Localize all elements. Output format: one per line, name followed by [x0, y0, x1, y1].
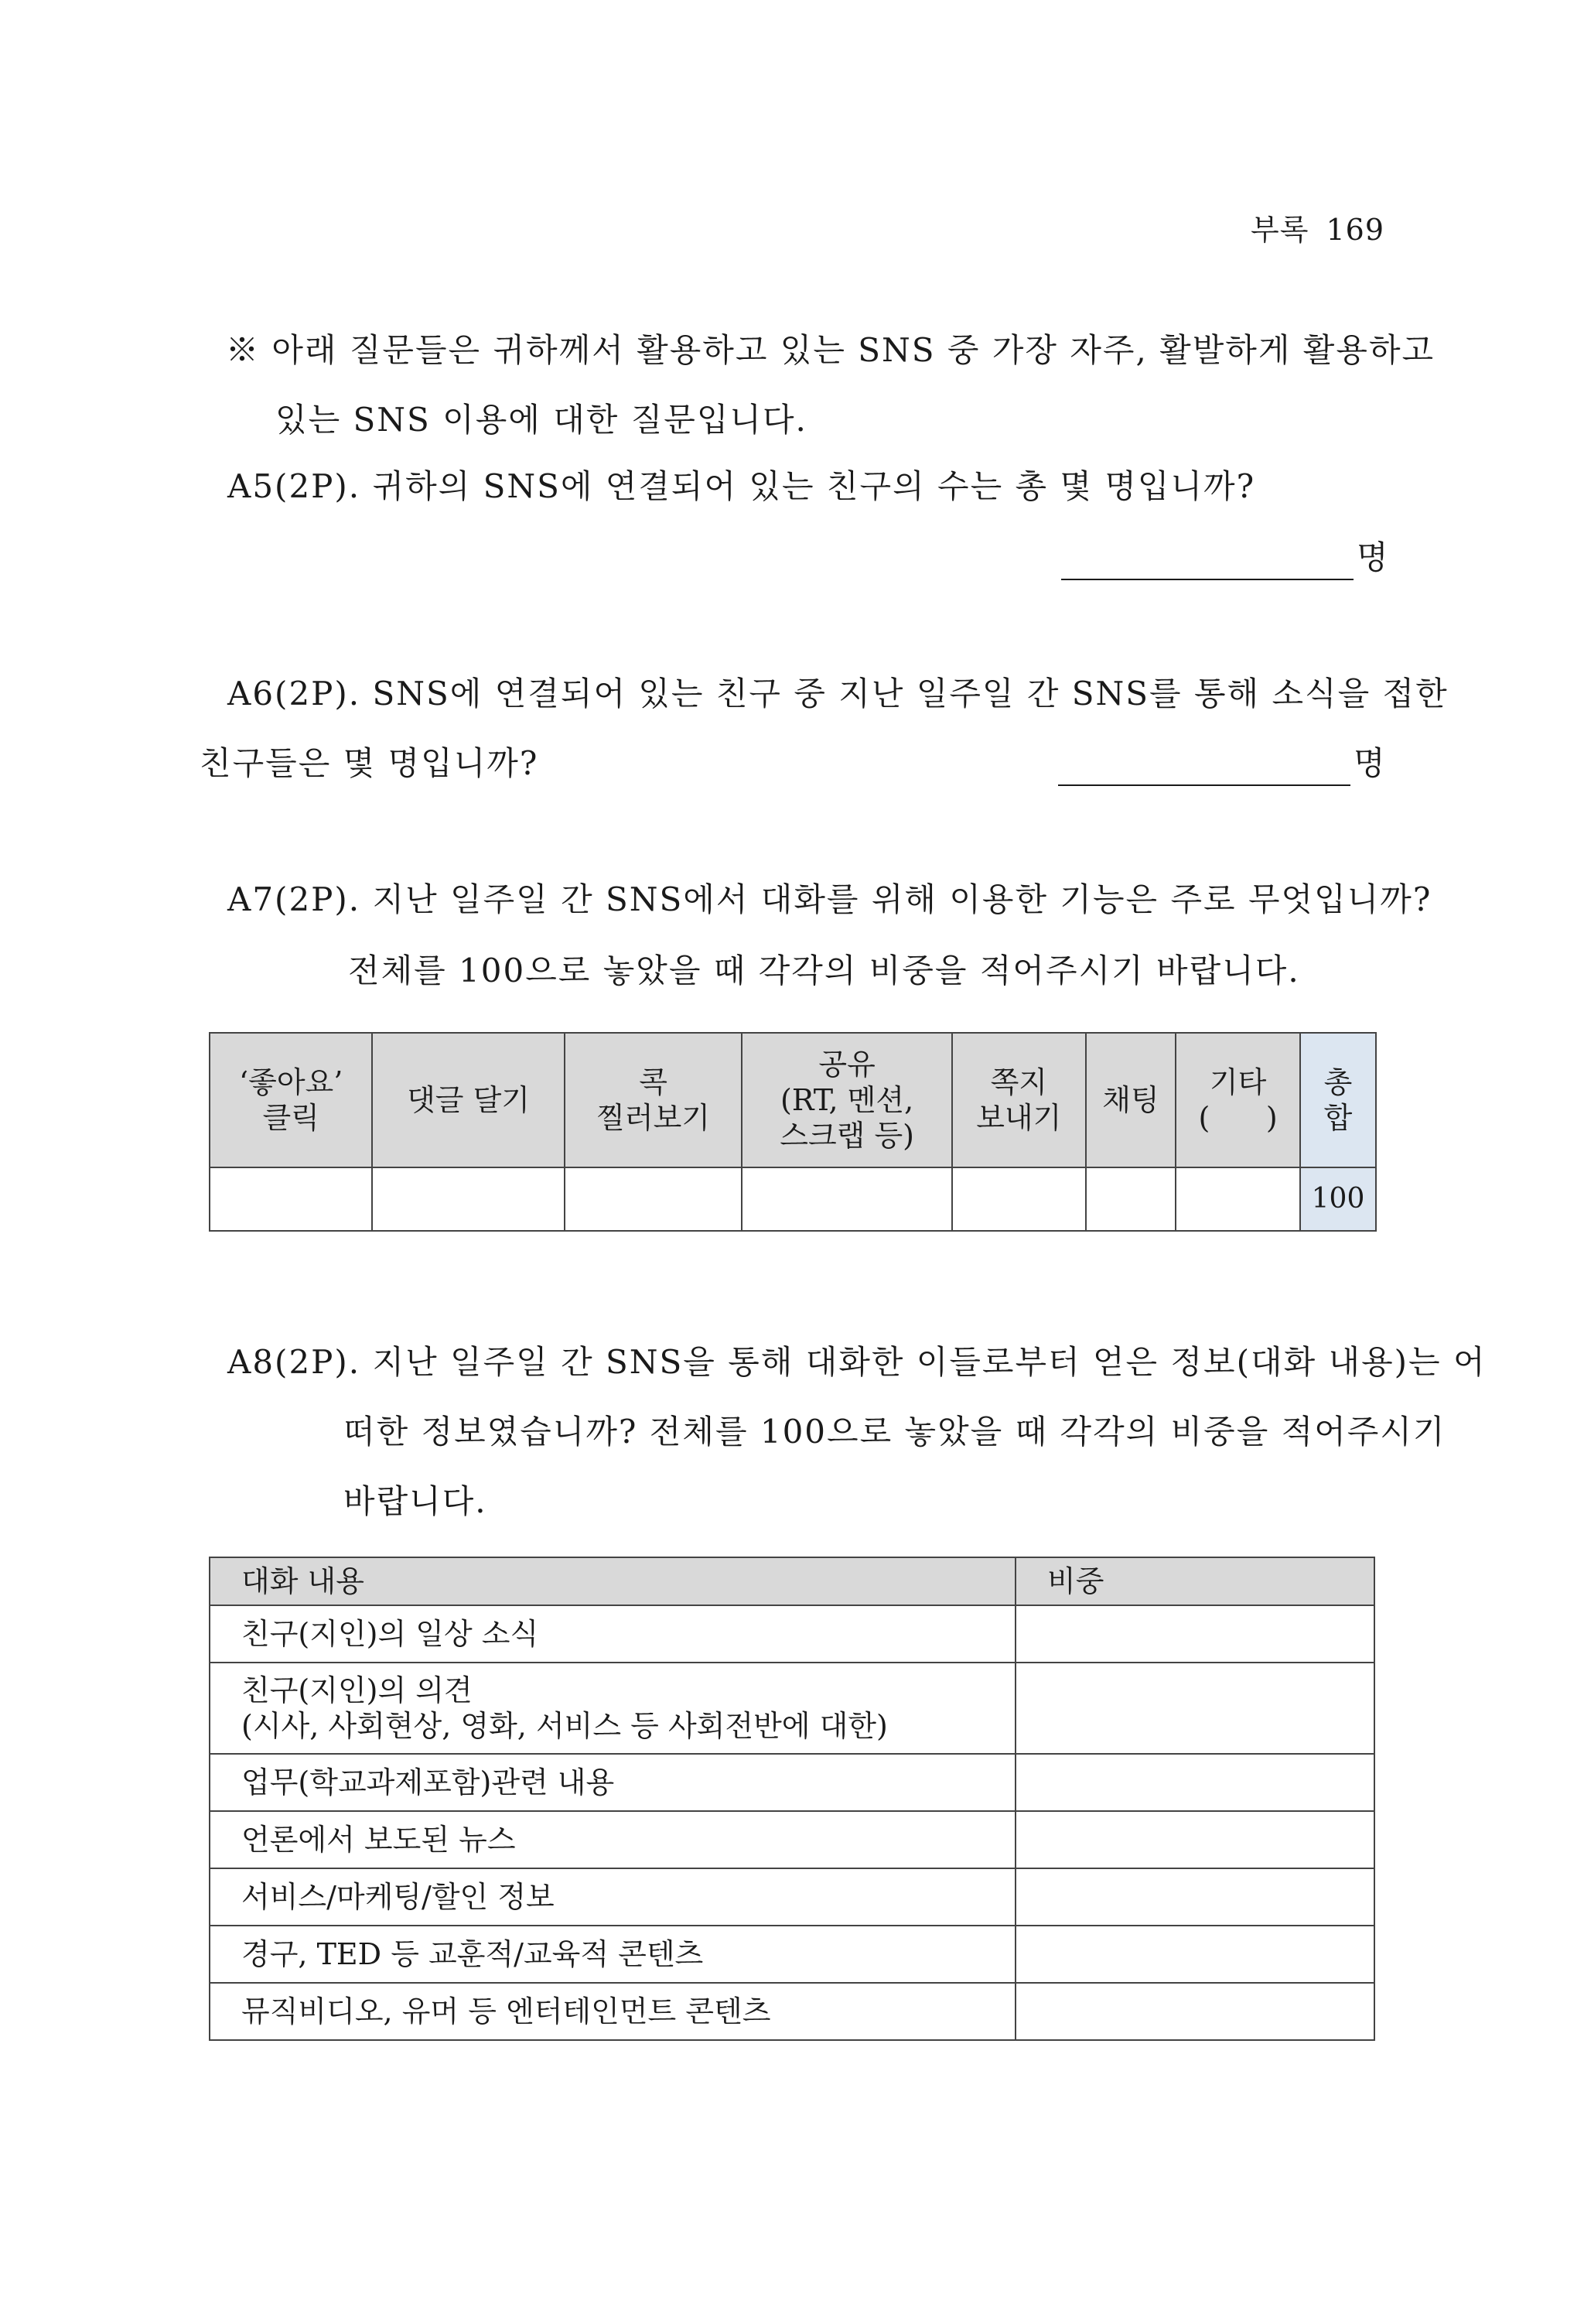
- input-share[interactable]: [742, 1167, 951, 1231]
- a7-header-row: [210, 1033, 1376, 1167]
- table-row: [210, 1983, 1374, 2040]
- a6-unit: 명: [1354, 744, 1385, 782]
- a8-header-row: [210, 1557, 1374, 1605]
- input-poke[interactable]: [565, 1167, 742, 1231]
- a5-answer-blank[interactable]: [1061, 543, 1354, 580]
- row-label: 업무(학교과제포함)관련 내용: [210, 1754, 1016, 1811]
- table-row: [210, 1868, 1374, 1926]
- row-label: 경구, TED 등 교훈적/교육적 콘텐츠: [210, 1926, 1016, 1983]
- input-chat[interactable]: [1086, 1167, 1176, 1231]
- table-row: [210, 1605, 1374, 1663]
- col-share: 공유 (RT, 멘션, 스크랩 등): [742, 1033, 951, 1167]
- col-comment: 댓글 달기: [372, 1033, 564, 1167]
- intro-line-1: ※ 아래 질문들은 귀하께서 활용하고 있는 SNS 중 가장 자주, 활발하게 활용하고: [226, 331, 1436, 369]
- col-like-click: ‘좋아요’ 클릭: [210, 1033, 372, 1167]
- input-like-click[interactable]: [210, 1167, 372, 1231]
- table-row: [210, 1926, 1374, 1983]
- header-content: 대화 내용: [210, 1557, 1016, 1605]
- a6-question-line-1: A6(2P). SNS에 연결되어 있는 친구 중 지난 일주일 간 SNS를 통해 소식을 접한: [227, 675, 1449, 713]
- a8-question-line-1: A8(2P). 지난 일주일 간 SNS을 통해 대화한 이들로부터 얻은 정보(대화 내용)는 어: [227, 1343, 1487, 1381]
- col-other: 기타 ( ): [1176, 1033, 1300, 1167]
- row-label: 친구(지인)의 의견 (시사, 사회현상, 영화, 서비스 등 사회전반에 대한): [210, 1663, 1016, 1754]
- intro-line-2: 있는 SNS 이용에 대한 질문입니다.: [275, 401, 807, 439]
- page-number: 169: [1326, 213, 1384, 247]
- table-row: [210, 1811, 1374, 1868]
- table-row: [210, 1754, 1374, 1811]
- running-header: [1251, 206, 1384, 248]
- a5-unit: 명: [1357, 538, 1388, 576]
- row-label: 언론에서 보도된 뉴스: [210, 1811, 1016, 1868]
- row-weight-input[interactable]: [1016, 1868, 1374, 1926]
- a8-question-line-3: 바랍니다.: [343, 1482, 487, 1520]
- col-total: 총 합: [1300, 1033, 1376, 1167]
- a8-question-line-2: 떠한 정보였습니까? 전체를 100으로 놓았을 때 각각의 비중을 적어주시기: [343, 1413, 1446, 1451]
- a6-answer-blank[interactable]: [1058, 749, 1350, 786]
- a5-question: A5(2P). 귀하의 SNS에 연결되어 있는 친구의 수는 총 몇 명입니까?: [227, 467, 1256, 505]
- a8-content-table: [209, 1557, 1375, 2041]
- table-row: [210, 1663, 1374, 1754]
- a6-answer: [1058, 741, 1385, 786]
- a5-answer: [1061, 535, 1388, 580]
- row-weight-input[interactable]: [1016, 1983, 1374, 2040]
- row-weight-input[interactable]: [1016, 1811, 1374, 1868]
- a7-question-line-2: 전체를 100으로 놓았을 때 각각의 비중을 적어주시기 바랍니다.: [348, 952, 1300, 989]
- total-value: 100: [1300, 1167, 1376, 1231]
- row-label: 뮤직비디오, 유머 등 엔터테인먼트 콘텐츠: [210, 1983, 1016, 2040]
- a7-function-table: [209, 1032, 1377, 1232]
- input-other[interactable]: [1176, 1167, 1300, 1231]
- a6-question-line-2: 친구들은 몇 명입니까?: [200, 744, 539, 782]
- a7-question-line-1: A7(2P). 지난 일주일 간 SNS에서 대화를 위해 이용한 기능은 주로 무엇입니까?: [227, 880, 1432, 918]
- row-label: 서비스/마케팅/할인 정보: [210, 1868, 1016, 1926]
- section-label: 부록: [1251, 213, 1309, 247]
- row-weight-input[interactable]: [1016, 1926, 1374, 1983]
- input-message[interactable]: [952, 1167, 1086, 1231]
- row-weight-input[interactable]: [1016, 1663, 1374, 1754]
- row-weight-input[interactable]: [1016, 1605, 1374, 1663]
- input-comment[interactable]: [372, 1167, 564, 1231]
- col-message: 쪽지 보내기: [952, 1033, 1086, 1167]
- row-label: 친구(지인)의 일상 소식: [210, 1605, 1016, 1663]
- col-poke: 콕 찔러보기: [565, 1033, 742, 1167]
- col-chat: 채팅: [1086, 1033, 1176, 1167]
- a7-input-row: [210, 1167, 1376, 1231]
- row-weight-input[interactable]: [1016, 1754, 1374, 1811]
- header-weight: 비중: [1016, 1557, 1374, 1605]
